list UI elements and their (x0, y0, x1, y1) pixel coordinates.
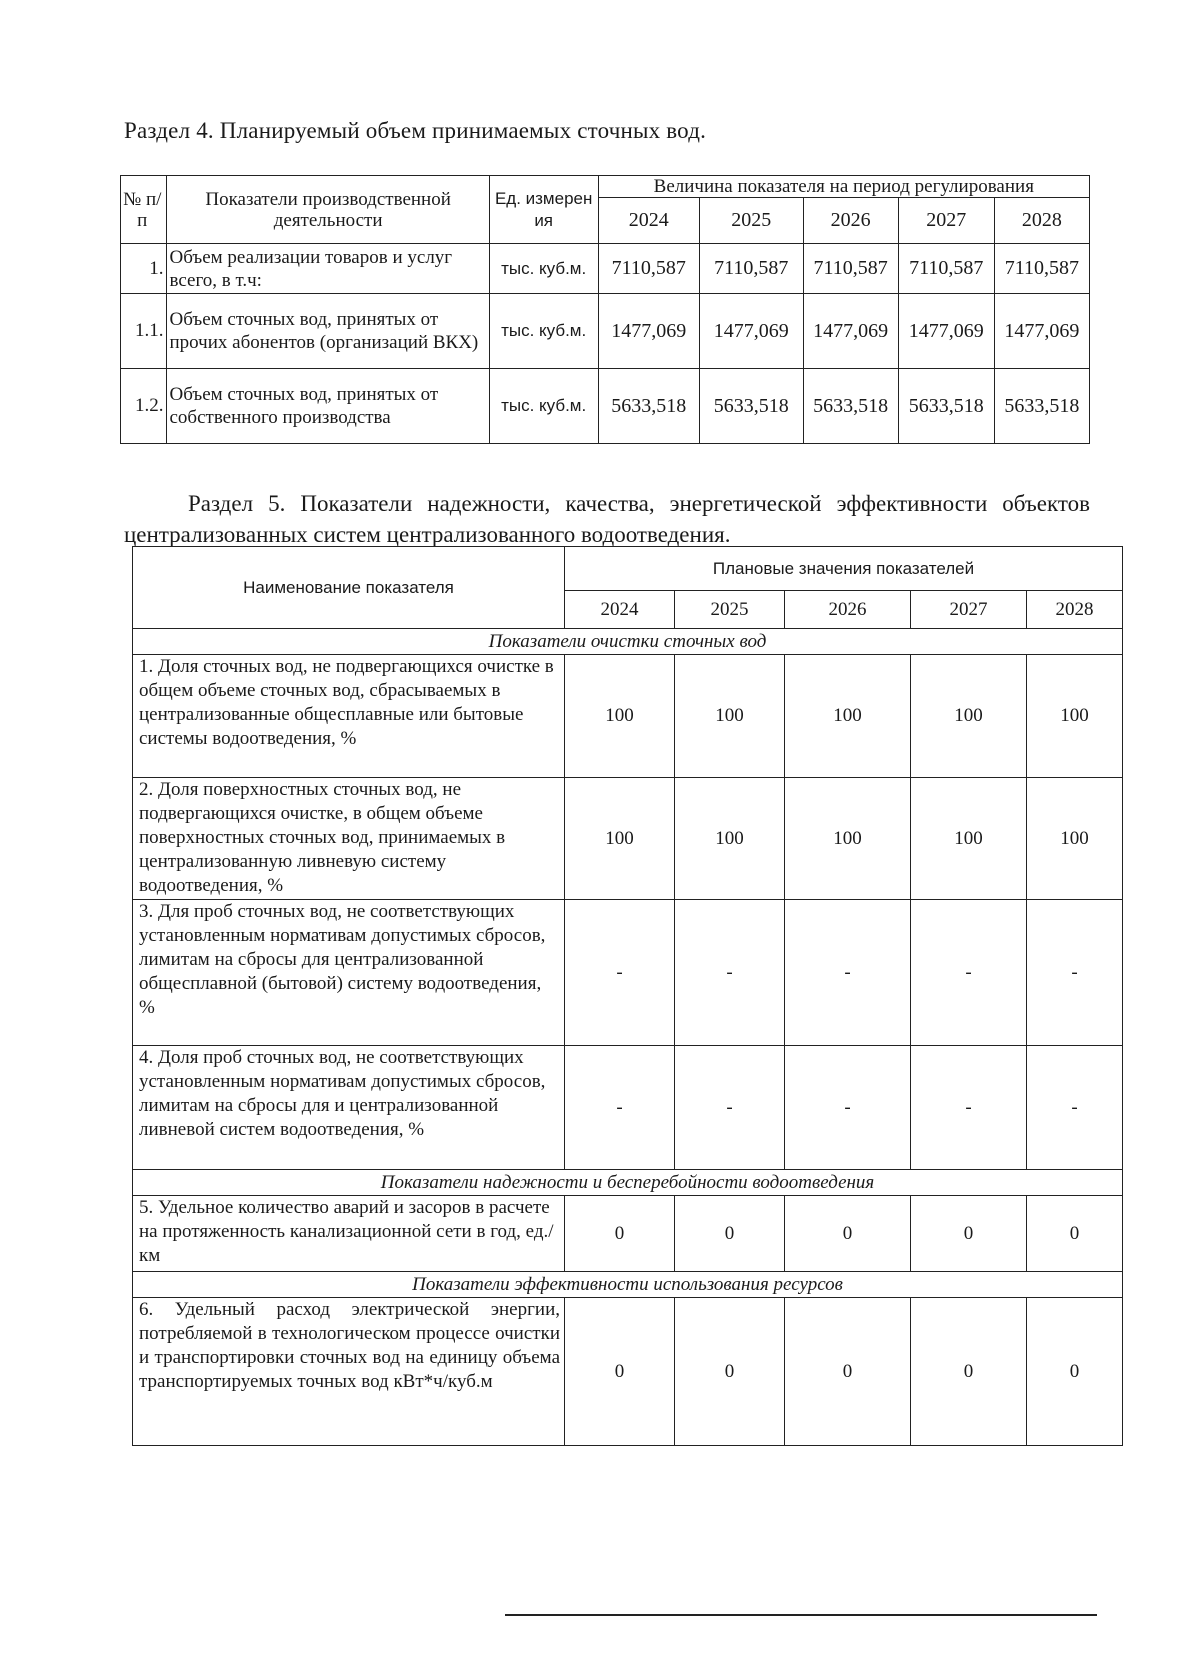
header-name: Наименование показателя (133, 547, 565, 629)
indicator-value: - (1027, 1046, 1123, 1170)
row-num: 1.1. (121, 294, 167, 369)
row-value: 5633,518 (898, 369, 994, 444)
planned-volume-table (120, 175, 1090, 444)
section-5-title: Раздел 5. Показатели надежности, качества, энергетической эффективности объектов централизованных систем централизованного водоотведения. (124, 491, 1090, 547)
row-value: 7110,587 (898, 244, 994, 294)
indicator-value: - (911, 1046, 1027, 1170)
table-row (121, 369, 1090, 444)
indicator-value: 100 (1027, 655, 1123, 778)
indicator-value: 0 (911, 1196, 1027, 1272)
indicator-value: - (675, 1046, 785, 1170)
group-row (133, 1170, 1123, 1196)
signature-line (505, 1614, 1097, 1616)
indicator-value: 0 (565, 1298, 675, 1446)
header-year: 2026 (803, 198, 898, 244)
row-value: 7110,587 (700, 244, 804, 294)
row-value: 1477,069 (994, 294, 1089, 369)
table-row (133, 1298, 1123, 1446)
row-value: 1477,069 (803, 294, 898, 369)
indicator-value: 100 (785, 655, 911, 778)
group-title: Показатели надежности и бесперебойности водоотведения (133, 1170, 1123, 1196)
row-unit: тыс. куб.м. (489, 294, 598, 369)
header-year: 2025 (675, 591, 785, 629)
indicator-value: 100 (565, 655, 675, 778)
row-value: 1477,069 (898, 294, 994, 369)
header-year: 2027 (898, 198, 994, 244)
group-row (133, 1272, 1123, 1298)
indicator-value: 100 (785, 778, 911, 900)
row-value: 5633,518 (803, 369, 898, 444)
indicator-value: 0 (675, 1196, 785, 1272)
row-unit: тыс. куб.м. (489, 244, 598, 294)
indicator-value: 0 (1027, 1298, 1123, 1446)
indicator-value: 100 (675, 778, 785, 900)
indicator-value: - (785, 900, 911, 1046)
header-year: 2024 (565, 591, 675, 629)
indicator-name: 2. Доля поверхностных сточных вод, не подвергающихся очистке, в общем объеме поверхностных сточных вод, принимаемых в централизованную ливневую систему водоотведения, % (133, 778, 565, 900)
table-row (133, 655, 1123, 778)
indicator-value: - (785, 1046, 911, 1170)
indicator-name: 5. Удельное количество аварий и засоров в расчете на протяженность канализационной сети в год, ед./км (133, 1196, 565, 1272)
row-value: 7110,587 (994, 244, 1089, 294)
row-value: 5633,518 (994, 369, 1089, 444)
indicator-value: 100 (911, 778, 1027, 900)
indicator-name: 4. Доля проб сточных вод, не соответствующих установленным нормативам допустимых сбросов, лимитам на сбросы для и централизованной ливневой систем водоотведения, % (133, 1046, 565, 1170)
indicator-value: 0 (785, 1196, 911, 1272)
table-row (121, 294, 1090, 369)
table-row (133, 778, 1123, 900)
indicator-value: - (1027, 900, 1123, 1046)
header-year: 2027 (911, 591, 1027, 629)
indicator-name: 3. Для проб сточных вод, не соответствующих установленным нормативам допустимых сбросов, лимитам на сбросы для централизованной общесплавной (бытовой) систему водоотведения, % (133, 900, 565, 1046)
header-indicator: Показатели производственной деятельности (167, 176, 489, 244)
row-num: 1.2. (121, 369, 167, 444)
row-name: Объем сточных вод, принятых от прочих абонентов (организаций ВКХ) (167, 294, 489, 369)
row-value: 1477,069 (598, 294, 699, 369)
indicator-name: 6. Удельный расход электрической энергии, потребляемой в технологическом процессе очистки и транспортировки сточных вод на единицу объема транспортируемых точных вод кВт*ч/куб.м (133, 1298, 565, 1446)
header-period: Величина показателя на период регулирования (598, 176, 1089, 198)
table-row (121, 244, 1090, 294)
header-year: 2025 (700, 198, 804, 244)
header-year: 2028 (1027, 591, 1123, 629)
row-value: 7110,587 (598, 244, 699, 294)
row-value: 1477,069 (700, 294, 804, 369)
group-title: Показатели эффективности использования ресурсов (133, 1272, 1123, 1298)
indicator-value: 100 (911, 655, 1027, 778)
indicator-value: 100 (675, 655, 785, 778)
indicator-value: 0 (675, 1298, 785, 1446)
table-row (133, 1046, 1123, 1170)
table-row (133, 900, 1123, 1046)
indicator-value: 0 (1027, 1196, 1123, 1272)
table-row (133, 1196, 1123, 1272)
row-value: 5633,518 (700, 369, 804, 444)
row-name: Объем реализации товаров и услуг всего, в т.ч: (167, 244, 489, 294)
header-unit: Ед. измерен ия (489, 176, 598, 244)
indicator-value: - (565, 1046, 675, 1170)
header-year: 2024 (598, 198, 699, 244)
indicator-value: 100 (1027, 778, 1123, 900)
header-year: 2026 (785, 591, 911, 629)
row-name: Объем сточных вод, принятых от собственного производства (167, 369, 489, 444)
section-4-title: Раздел 4. Планируемый объем принимаемых сточных вод. (124, 118, 707, 143)
indicator-value: 0 (785, 1298, 911, 1446)
indicator-value: 0 (565, 1196, 675, 1272)
header-num: № п/п (121, 176, 167, 244)
header-planned: Плановые значения показателей (565, 547, 1123, 591)
row-num: 1. (121, 244, 167, 294)
row-value: 7110,587 (803, 244, 898, 294)
indicator-name: 1. Доля сточных вод, не подвергающихся очистке в общем объеме сточных вод, сбрасываемых в централизованные общесплавные или бытовые системы водоотведения, % (133, 655, 565, 778)
indicator-value: - (565, 900, 675, 1046)
indicator-value: - (675, 900, 785, 1046)
group-row (133, 629, 1123, 655)
row-value: 5633,518 (598, 369, 699, 444)
group-title: Показатели очистки сточных вод (133, 629, 1123, 655)
header-year: 2028 (994, 198, 1089, 244)
indicator-value: - (911, 900, 1027, 1046)
indicator-value: 100 (565, 778, 675, 900)
indicator-value: 0 (911, 1298, 1027, 1446)
reliability-indicators-table (132, 546, 1123, 1446)
row-unit: тыс. куб.м. (489, 369, 598, 444)
